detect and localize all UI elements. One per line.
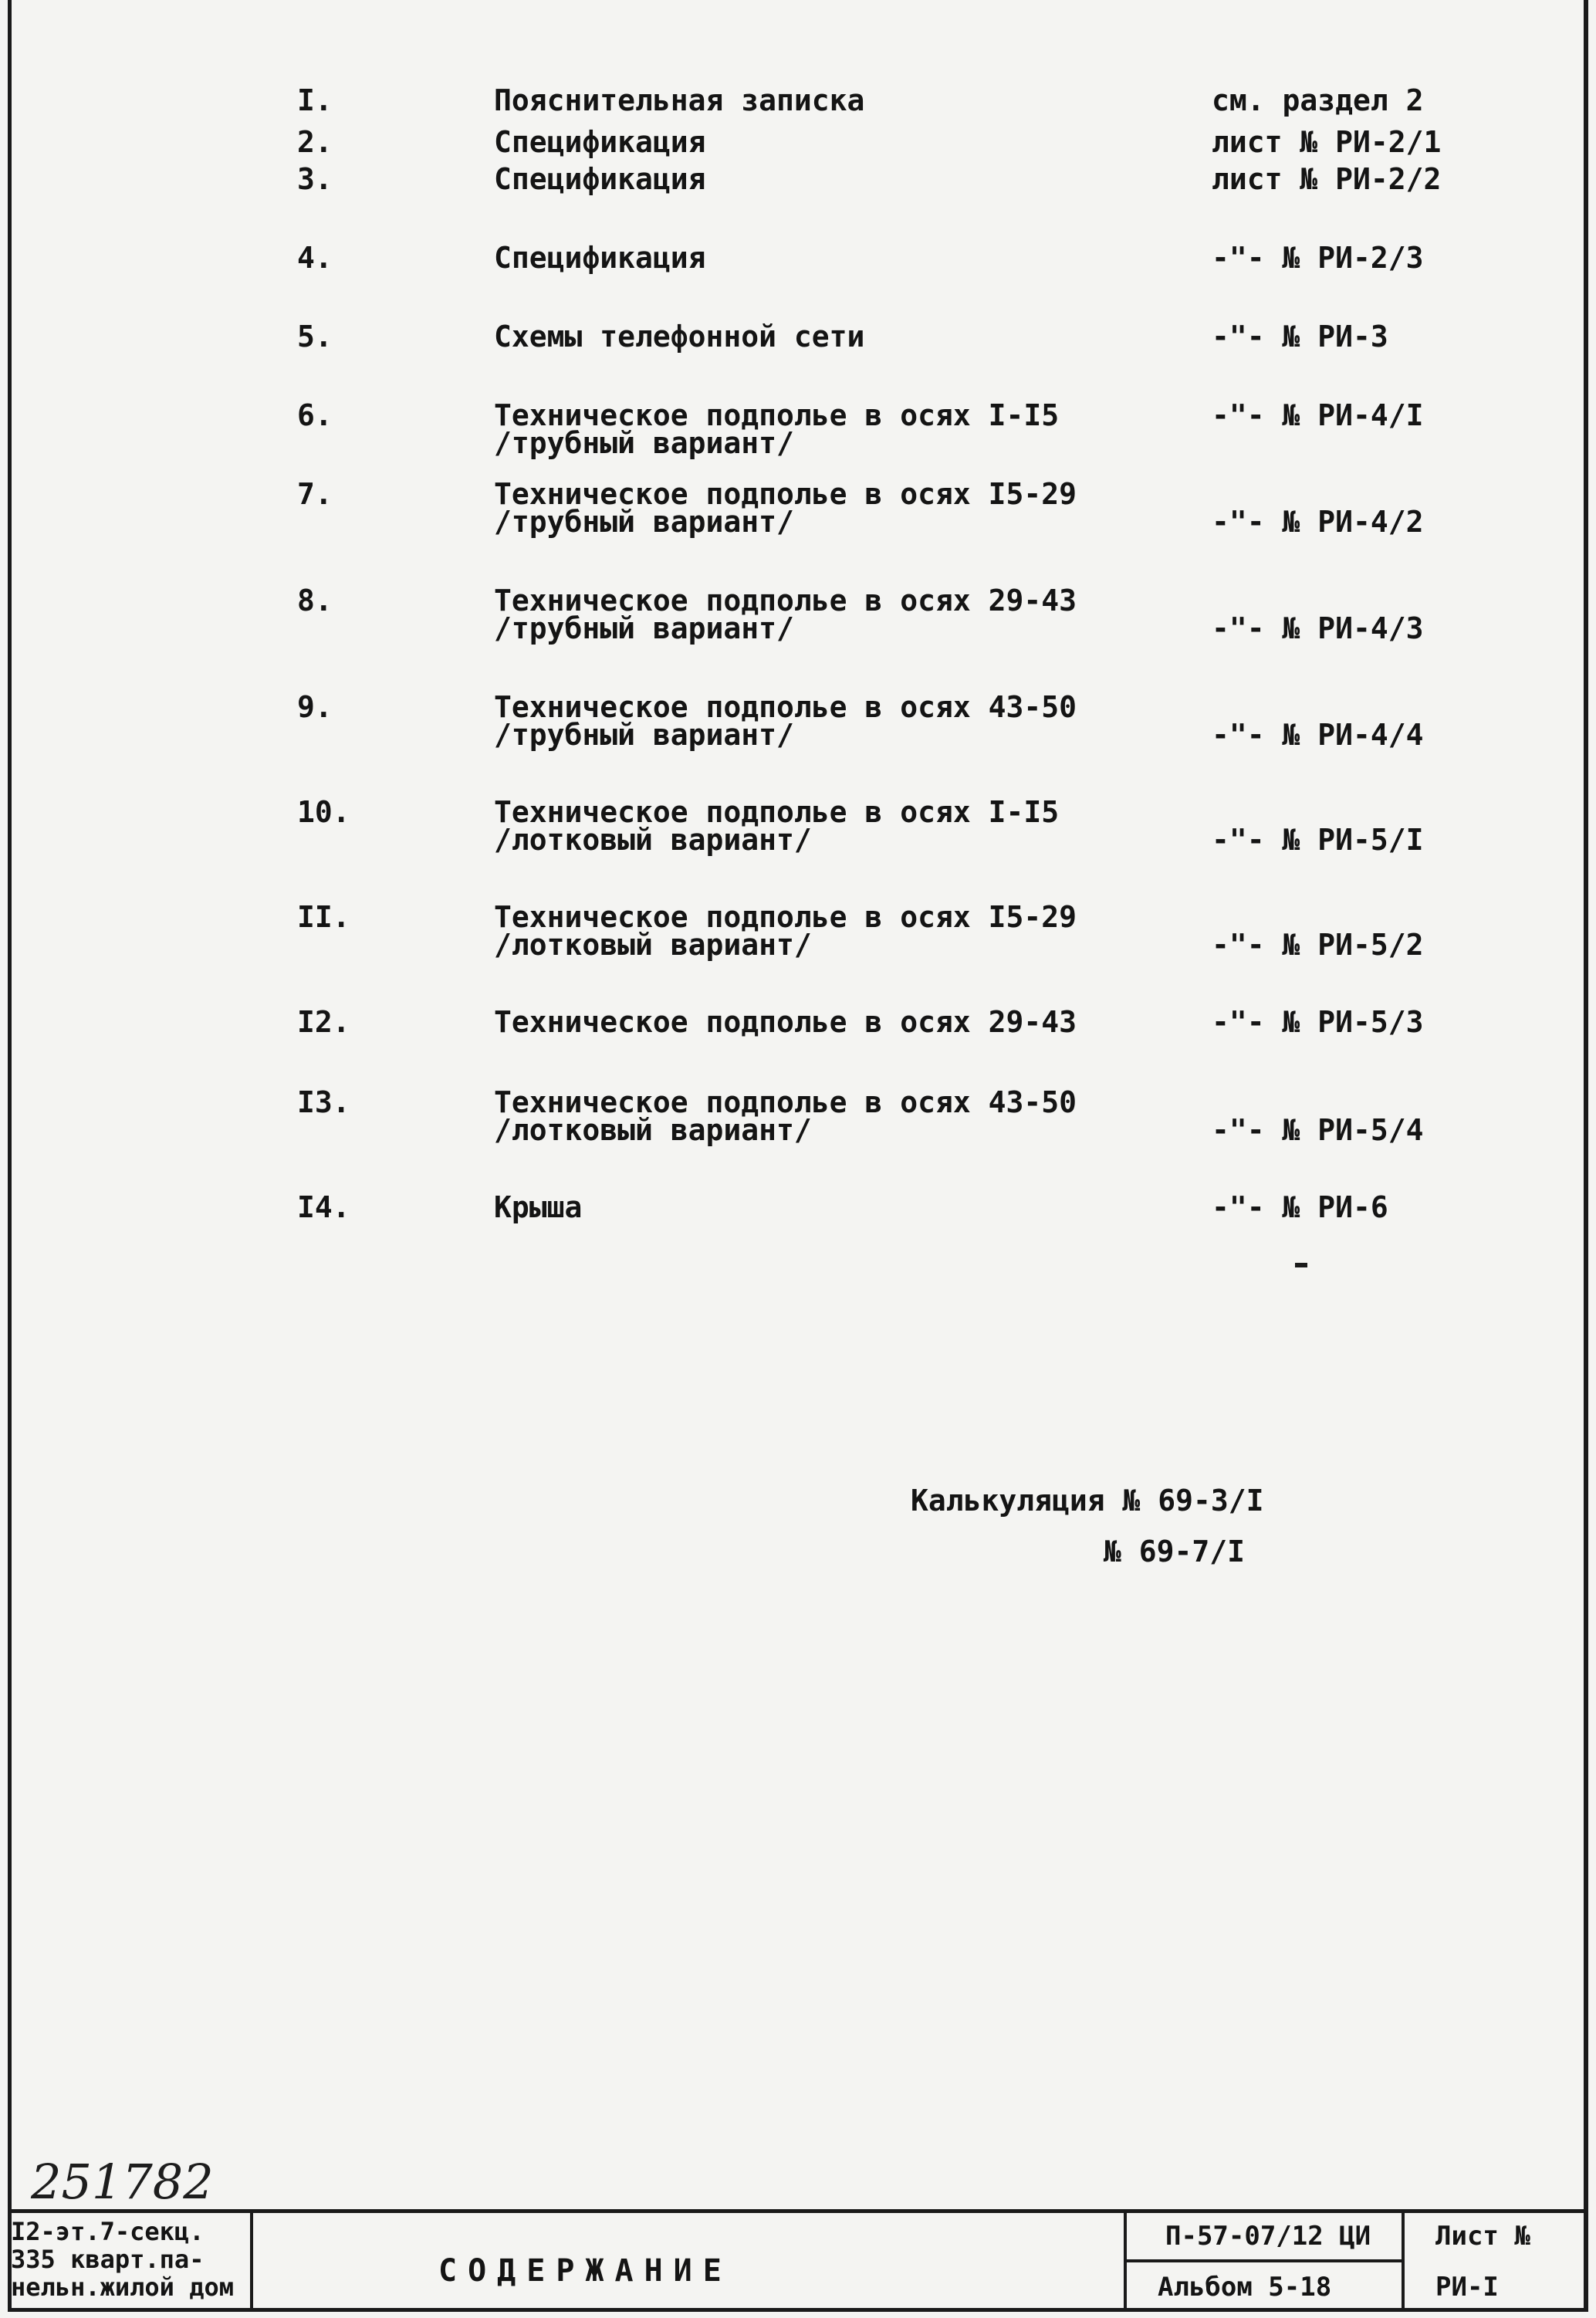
item-number: I4. <box>297 1190 350 1224</box>
sheet-name: СОДЕРЖАНИЕ <box>253 2213 1127 2312</box>
item-number: I2. <box>297 1005 350 1039</box>
item-title <box>494 795 1060 857</box>
item-sheet-reference: -"- № РИ-5/2 <box>1212 928 1424 962</box>
item-sheet-reference: -"- № РИ-4/2 <box>1212 505 1424 539</box>
project-code: П-57-07/12 ЦИ <box>1127 2213 1405 2262</box>
item-title-line: /трубный вариант/ <box>494 718 794 752</box>
item-sheet-reference: -"- № РИ-5/I <box>1212 823 1424 857</box>
item-number: 5. <box>297 320 333 354</box>
item-sheet-reference: -"- № РИ-4/3 <box>1212 611 1424 645</box>
item-number: 2. <box>297 125 333 159</box>
item-number: 10. <box>297 795 350 829</box>
item-sheet-reference: -"- № РИ-5/4 <box>1212 1113 1424 1147</box>
item-title <box>494 83 865 117</box>
item-number: 7. <box>297 477 333 511</box>
item-title-line: Техническое подполье в осях 43-50 <box>494 1085 1077 1119</box>
project-line-3: нельн.жилой дом <box>11 2272 234 2302</box>
item-number: 6. <box>297 398 333 432</box>
item-title <box>494 1190 583 1224</box>
sheet-number-value: РИ-I <box>1435 2272 1499 2303</box>
item-title-line: /трубный вариант/ <box>494 611 794 645</box>
item-sheet-reference: -"- № РИ-3 <box>1212 320 1388 354</box>
item-title-line: Техническое подполье в осях 29-43 <box>494 1005 1077 1039</box>
item-title <box>494 125 706 159</box>
item-sheet-reference: -"- № РИ-5/3 <box>1212 1005 1424 1039</box>
item-sheet-reference: -"- № РИ-4/I <box>1212 398 1424 432</box>
album-number: Альбом 5-18 <box>1127 2262 1405 2312</box>
item-title-line: Техническое подполье в осях I5-29 <box>494 900 1077 934</box>
item-title-line: /трубный вариант/ <box>494 505 794 539</box>
item-sheet-reference: лист № РИ-2/1 <box>1212 125 1442 159</box>
item-title <box>494 690 1077 752</box>
item-number: 9. <box>297 690 333 724</box>
item-title-line: Крыша <box>494 1190 583 1224</box>
item-title-line: Техническое подполье в осях I-I5 <box>494 398 1060 432</box>
item-sheet-reference: -"- № РИ-4/4 <box>1212 718 1424 752</box>
calculation-line-2: № 69-7/I <box>1104 1535 1246 1568</box>
item-number: I3. <box>297 1085 350 1119</box>
item-title-line: Спецификация <box>494 125 706 159</box>
item-number: 3. <box>297 162 333 196</box>
item-title-line: Техническое подполье в осях 29-43 <box>494 584 1077 618</box>
item-title-line: /лотковый вариант/ <box>494 928 812 962</box>
item-title-line: Спецификация <box>494 241 706 275</box>
item-sheet-reference: -"- № РИ-6 <box>1212 1190 1388 1224</box>
item-title <box>494 241 706 275</box>
item-sheet-reference: см. раздел 2 <box>1212 83 1424 117</box>
calculation-line-1: Калькуляция № 69-3/I <box>911 1484 1264 1518</box>
stray-mark <box>1295 1263 1307 1267</box>
item-title <box>494 162 706 196</box>
item-title <box>494 584 1077 645</box>
sheet-number-label: Лист № <box>1435 2221 1530 2252</box>
title-block <box>8 2209 1588 2312</box>
item-title-line: /трубный вариант/ <box>494 426 794 460</box>
item-title-line: Схемы телефонной сети <box>494 320 865 354</box>
item-title-line: Техническое подполье в осях I-I5 <box>494 795 1060 829</box>
item-title-line: /лотковый вариант/ <box>494 823 812 857</box>
item-sheet-reference: лист № РИ-2/2 <box>1212 162 1442 196</box>
item-title <box>494 477 1077 539</box>
project-description <box>8 2213 253 2312</box>
project-line-2: 335 кварт.па- <box>11 2245 205 2274</box>
item-title-line: /лотковый вариант/ <box>494 1113 812 1147</box>
item-sheet-reference: -"- № РИ-2/3 <box>1212 241 1424 275</box>
item-title <box>494 1085 1077 1147</box>
item-title-line: Техническое подполье в осях I5-29 <box>494 477 1077 511</box>
item-number: 8. <box>297 584 333 618</box>
item-title-line: Пояснительная записка <box>494 83 865 117</box>
item-title <box>494 398 1060 460</box>
item-title-line: Спецификация <box>494 162 706 196</box>
item-title-line: Техническое подполье в осях 43-50 <box>494 690 1077 724</box>
item-title <box>494 900 1077 962</box>
handwritten-number: 251782 <box>31 2154 214 2210</box>
project-line-1: I2-эт.7-секц. <box>11 2217 205 2246</box>
item-number: 4. <box>297 241 333 275</box>
item-number: II. <box>297 900 350 934</box>
item-title <box>494 320 865 354</box>
item-title <box>494 1005 1077 1039</box>
item-number: I. <box>297 83 333 117</box>
